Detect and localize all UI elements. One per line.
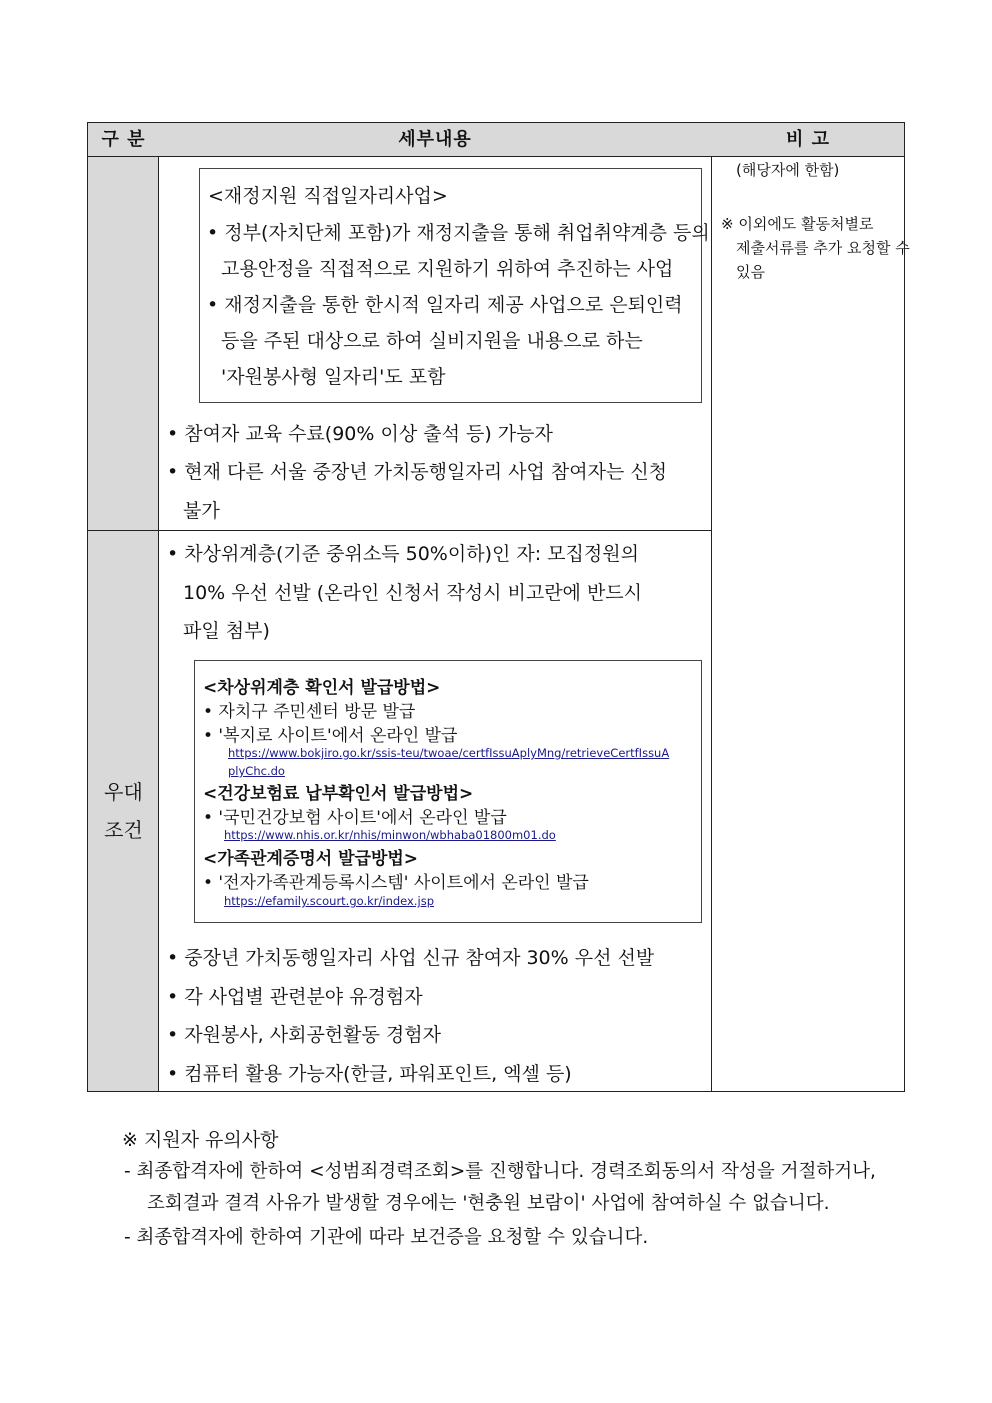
row-divider: [88, 530, 711, 531]
preference-bullet: • 자원봉사, 사회공헌활동 경험자: [167, 1024, 441, 1046]
cert-item: • '복지로 사이트'에서 온라인 발급: [203, 726, 458, 746]
box-title: <재정지원 직접일자리사업>: [208, 185, 448, 207]
preference-bullet: • 각 사업별 관련분야 유경험자: [167, 986, 423, 1008]
cert-heading: <건강보험료 납부확인서 발급방법>: [203, 784, 474, 804]
preference-bullet: • 컴퓨터 활용 가능자(한글, 파워포인트, 엑셀 등): [167, 1063, 572, 1085]
preference-bullet: • 중장년 가치동행일자리 사업 신규 참여자 30% 우선 선발: [167, 947, 655, 969]
eligibility-bullet: • 참여자 교육 수료(90% 이상 출석 등) 가능자: [167, 423, 553, 445]
row-label: 조건: [104, 818, 143, 842]
box-line: • 재정지출을 통한 한시적 일자리 제공 사업으로 은퇴인력: [207, 294, 683, 316]
note-line: 조회결과 결격 사유가 발생할 경우에는 '현충원 보람이' 사업에 참여하실 수 없습니다.: [147, 1193, 830, 1214]
remark-line: 있음: [736, 263, 765, 281]
notes-title: ※ 지원자 유의사항: [122, 1129, 279, 1151]
header-category: 구 분: [101, 129, 146, 150]
bokjiro-link-cont[interactable]: plyChc.do: [228, 764, 285, 778]
note-line: - 최종합격자에 한하여 기관에 따라 보건증을 요청할 수 있습니다.: [124, 1227, 649, 1248]
content-table: [87, 122, 910, 1092]
box-line: 고용안정을 직접적으로 지원하기 위하여 추진하는 사업: [221, 258, 674, 280]
note-line: - 최종합격자에 한하여 <성범죄경력조회>를 진행합니다. 경력조회동의서 작성을 거절하거나,: [124, 1161, 876, 1182]
cert-item: • '국민건강보험 사이트'에서 온라인 발급: [203, 808, 507, 828]
cert-heading: <가족관계증명서 발급방법>: [203, 849, 419, 869]
header-remarks: 비 고: [785, 129, 831, 150]
category-column: [88, 123, 159, 1091]
remarks-divider: [711, 123, 712, 1091]
cert-heading: <차상위계층 확인서 발급방법>: [203, 678, 441, 698]
remark-line: ※ 이외에도 활동처별로: [721, 215, 874, 233]
bokjiro-link[interactable]: https://www.bokjiro.go.kr/ssis-teu/twoae/certfIssuAplyMng/retrieveCertfIssuA: [228, 746, 670, 760]
row-label: 우대: [104, 780, 143, 804]
cert-item: • 자치구 주민센터 방문 발급: [203, 702, 416, 722]
preference-intro: 10% 우선 선발 (온라인 신청서 작성시 비고란에 반드시: [183, 582, 643, 604]
box-line: '자원봉사형 일자리'도 포함: [221, 366, 446, 388]
remark-line: 제출서류를 추가 요청할 수: [736, 239, 910, 257]
header-details: 세부내용: [398, 129, 472, 150]
preference-intro: 파일 첨부): [183, 620, 270, 642]
eligibility-bullet: • 현재 다른 서울 중장년 가치동행일자리 사업 참여자는 신청: [167, 461, 668, 483]
box-line: • 정부(자치단체 포함)가 재정지출을 통해 취업취약계층 등의: [207, 222, 710, 244]
preference-intro: • 차상위계층(기준 중위소득 50%이하)인 자: 모집정원의: [167, 543, 639, 565]
table-header-row: [88, 123, 904, 157]
cert-item: • '전자가족관계등록시스템' 사이트에서 온라인 발급: [203, 873, 589, 893]
remark-line: (해당자에 한함): [736, 161, 840, 179]
eligibility-bullet-cont: 불가: [183, 500, 220, 522]
box-line: 등을 주된 대상으로 하여 실비지원을 내용으로 하는: [221, 330, 643, 352]
efamily-link[interactable]: https://efamily.scourt.go.kr/index.jsp: [224, 894, 434, 908]
nhis-link[interactable]: https://www.nhis.or.kr/nhis/minwon/wbhaba01800m01.do: [224, 828, 556, 842]
